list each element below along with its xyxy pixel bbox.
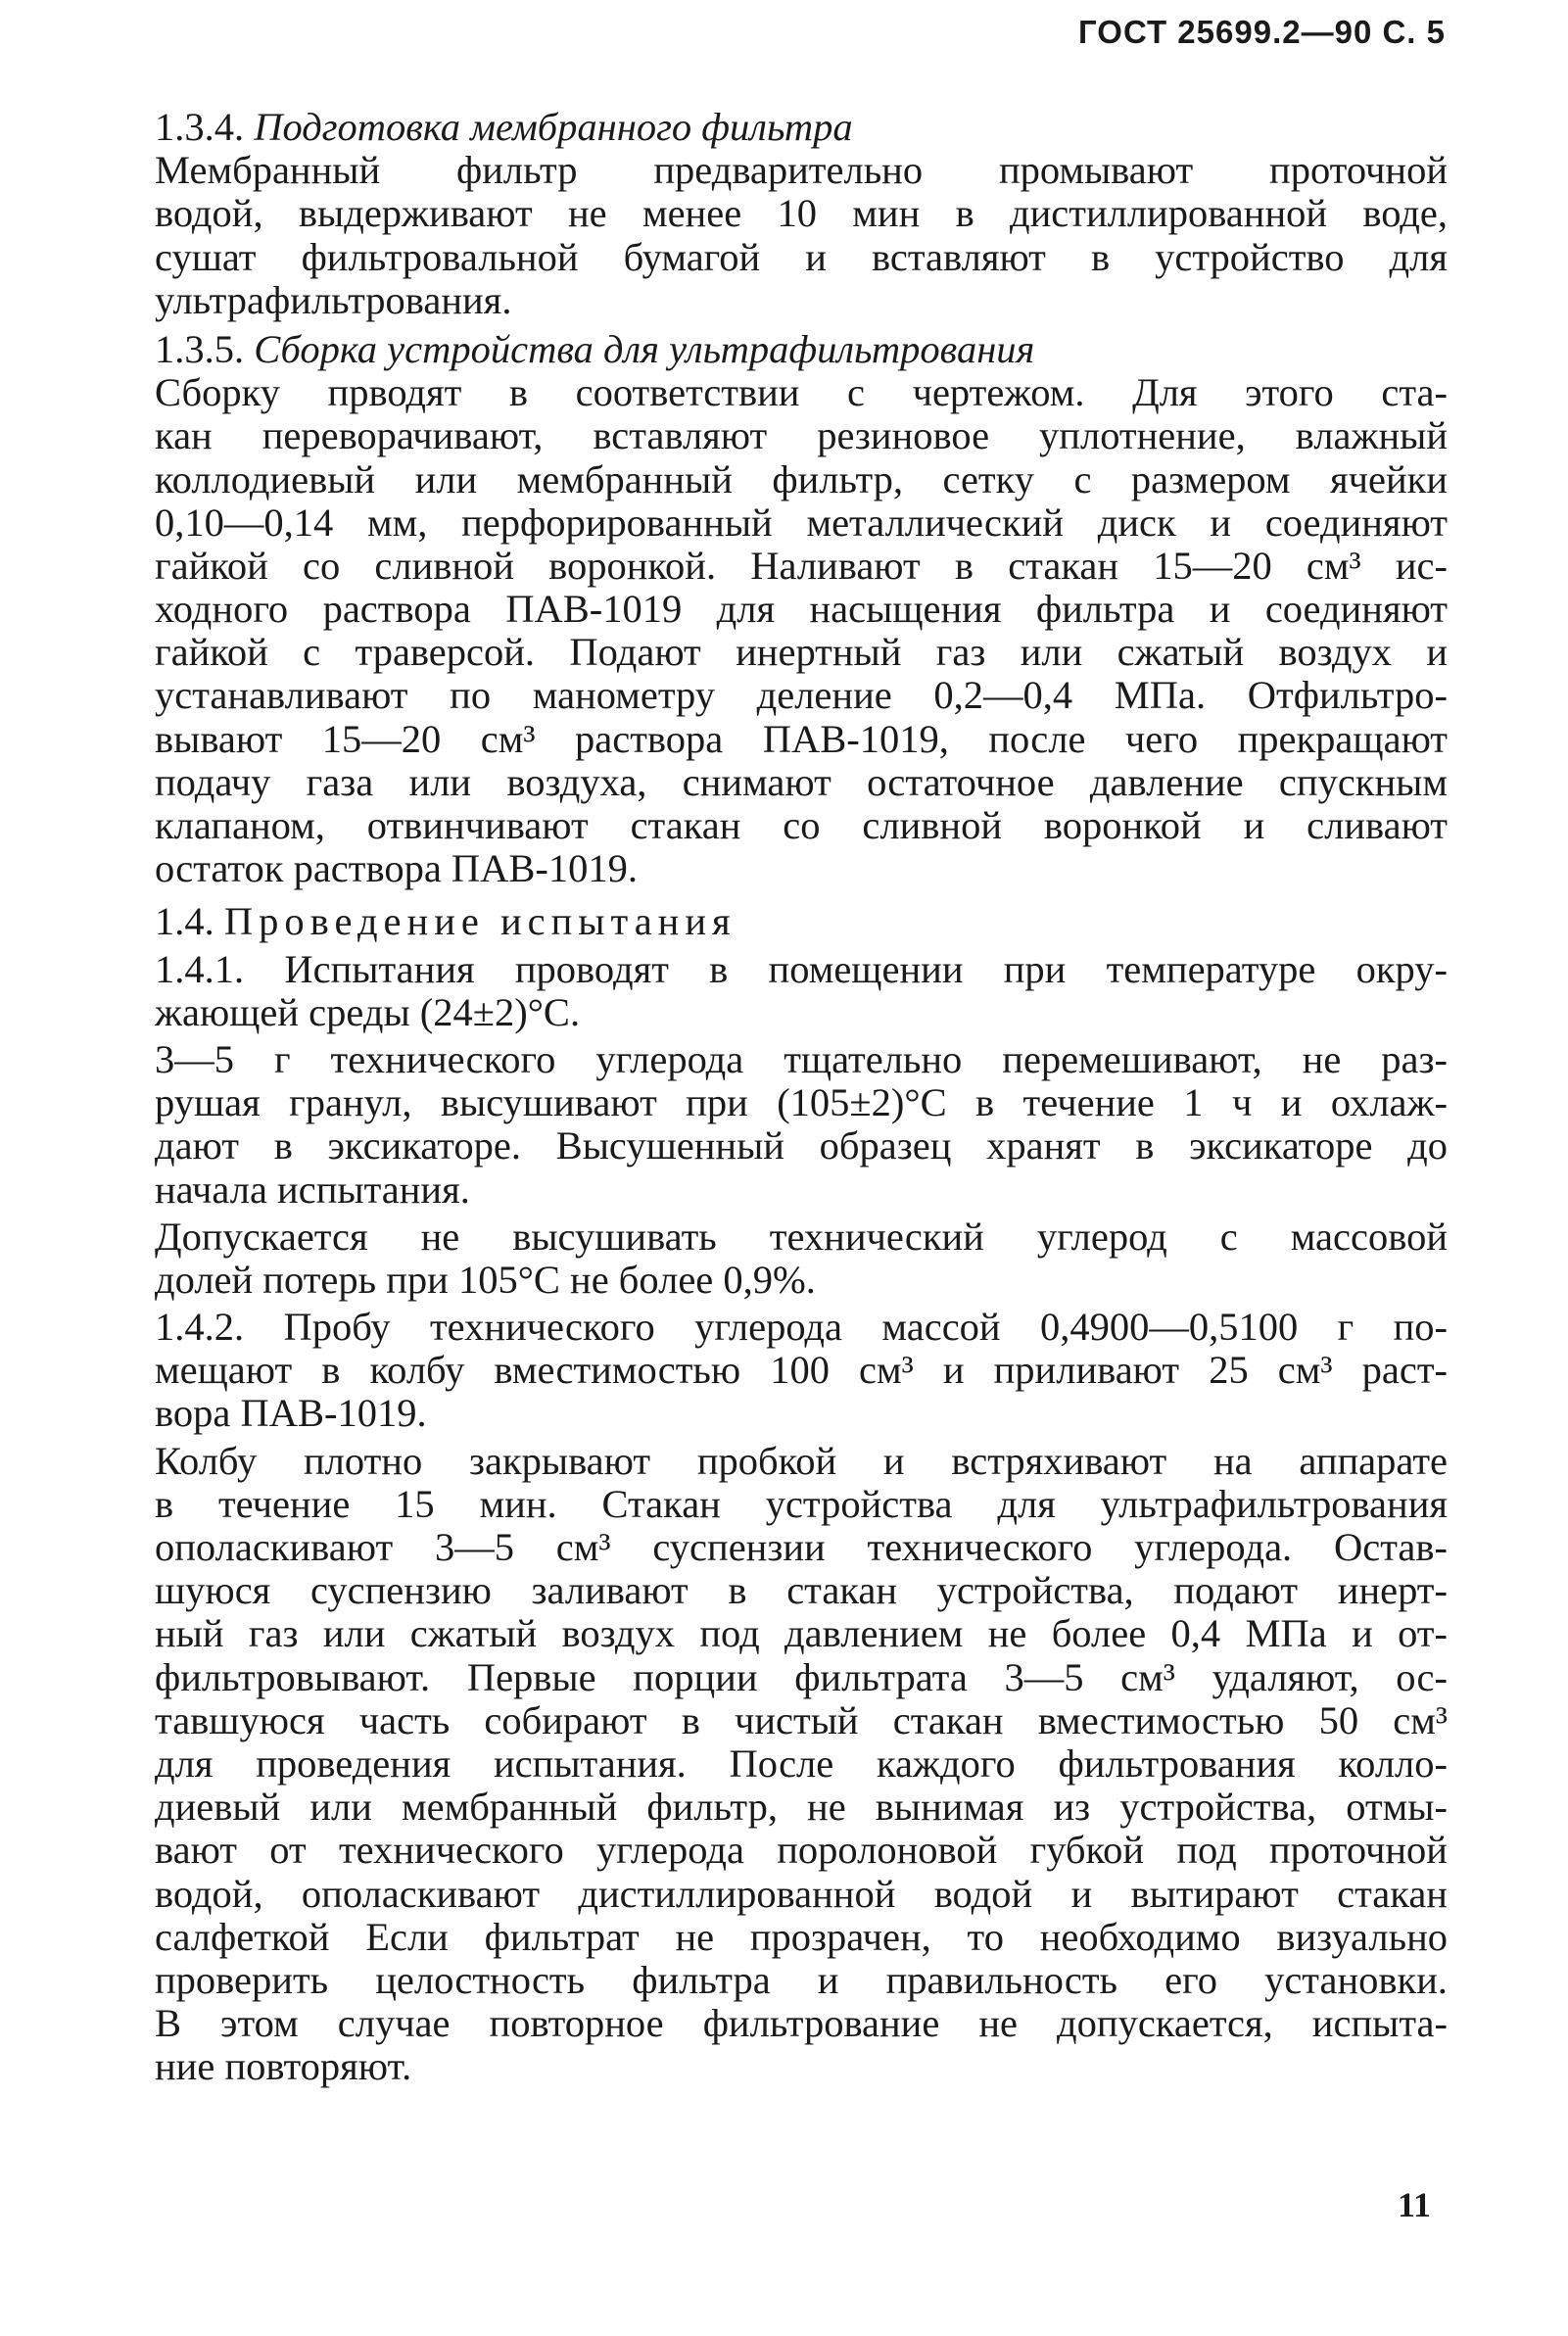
section-title: Сборка устройства для ультрафильтрования xyxy=(254,326,1035,371)
text-line: мещают в колбу вместимостью 100 см³ и приливают 25 см³ раст- xyxy=(155,1348,1448,1393)
section-heading-1-3-4 xyxy=(155,106,1448,149)
text-line: дают в эксикаторе. Высушенный образец хранят в эксикаторе до xyxy=(155,1123,1448,1168)
running-header: ГОСТ 25699.2—90 С. 5 xyxy=(1078,14,1446,50)
paragraph-carbon-drying xyxy=(155,1038,1448,1212)
text-line: ультрафильтрования. xyxy=(155,277,512,322)
text-line: рушая гранул, высушивают при (105±2)°С в течение 1 ч и охлаж- xyxy=(155,1080,1448,1125)
text-line: устанавливают по манометру деление 0,2—0,4 МПа. Отфильтро- xyxy=(155,673,1448,718)
text-line: В этом случае повторное фильтрование не допускается, испыта- xyxy=(155,2001,1448,2046)
paragraph-1-4-1 xyxy=(155,948,1448,1034)
document-body xyxy=(155,106,1448,2088)
text-line: фильтровывают. Первые порции фильтрата 3—5 см³ удаляют, ос- xyxy=(155,1654,1448,1699)
section-title: Проведение испытания xyxy=(223,899,736,944)
paragraph-drying-allowance xyxy=(155,1216,1448,1302)
text-line: долей потерь при 105°С не более 0,9%. xyxy=(155,1257,816,1302)
text-line: для проведения испытания. После каждого фильтрования колло- xyxy=(155,1740,1448,1786)
text-line: шуюся суспензию заливают в стакан устройства, подают инерт- xyxy=(155,1568,1448,1613)
section-number: 1.4. xyxy=(155,899,214,944)
text-line: ние повторяют. xyxy=(155,2044,412,2089)
text-line: салфеткой Если фильтрат не прозрачен, то необходимо визуально xyxy=(155,1914,1448,1959)
text-line: 1.4.1. Испытания проводят в помещении при температуре окру- xyxy=(155,946,1448,991)
text-line: водой, ополаскивают дистиллированной водой и вытирают стакан xyxy=(155,1871,1448,1916)
text-line: водой, выдерживают не менее 10 мин в дистиллированной воде, xyxy=(155,191,1448,236)
paragraph-1-4-2 xyxy=(155,1306,1448,1436)
text-line: 3—5 г технического углерода тщательно перемешивают, не раз- xyxy=(155,1036,1448,1081)
text-line: в течение 15 мин. Стакан устройства для ультрафильтрования xyxy=(155,1481,1448,1526)
text-line: 0,10—0,14 мм, перфорированный металлический диск и соединяют xyxy=(155,500,1448,545)
text-line: вора ПАВ-1019. xyxy=(155,1391,427,1436)
page-number: 11 xyxy=(1397,2185,1431,2224)
text-line: клапаном, отвинчивают стакан со сливной воронкой и сливают xyxy=(155,803,1448,847)
text-line: тавшуюся часть собирают в чистый стакан вместимостью 50 см³ xyxy=(155,1697,1448,1742)
text-line: вывают 15—20 см³ раствора ПАВ-1019, после чего прекращают xyxy=(155,716,1448,761)
section-heading-1-3-5 xyxy=(155,328,1448,371)
paragraph-flask-procedure xyxy=(155,1440,1448,2089)
text-line: проверить целостность фильтра и правильность его установки. xyxy=(155,1957,1448,2002)
text-line: ный газ или сжатый воздух под давлением не более 0,4 МПа и от- xyxy=(155,1611,1448,1656)
text-line: жающей среды (24±2)°С. xyxy=(155,989,581,1034)
text-line: ополаскивают 3—5 см³ суспензии технического углерода. Остав- xyxy=(155,1525,1448,1569)
text-line: Сборку прводят в соответствии с чертежом. Для этого ста- xyxy=(155,370,1448,415)
text-line: Допускается не высушивать технический углерод с массовой xyxy=(155,1214,1448,1259)
paragraph-1-3-4 xyxy=(155,149,1448,322)
text-line: сушат фильтровальной бумагой и вставляют в устройство для xyxy=(155,234,1448,279)
section-number: 1.3.4. xyxy=(155,105,245,149)
text-line: Мембранный фильтр предварительно промывают проточной xyxy=(155,148,1448,193)
text-line: гайкой со сливной воронкой. Наливают в стакан 15—20 см³ ис- xyxy=(155,543,1448,588)
paragraph-1-3-5 xyxy=(155,371,1448,890)
text-line: коллодиевый или мембранный фильтр, сетку с размером ячейки xyxy=(155,456,1448,501)
section-number: 1.3.5. xyxy=(155,326,245,371)
text-line: кан переворачивают, вставляют резиновое уплотнение, влажный xyxy=(155,413,1448,458)
text-line: подачу газа или воздуха, снимают остаточное давление спускным xyxy=(155,759,1448,804)
section-heading-1-4 xyxy=(155,900,1448,943)
text-line: Колбу плотно закрывают пробкой и встряхивают на аппарате xyxy=(155,1438,1448,1483)
text-line: 1.4.2. Пробу технического углерода массой 0,4900—0,5100 г по- xyxy=(155,1305,1448,1350)
text-line: гайкой с траверсой. Подают инертный газ или сжатый воздух и xyxy=(155,630,1448,675)
text-line: начала испытания. xyxy=(155,1167,470,1212)
section-title: Подготовка мембранного фильтра xyxy=(254,105,853,149)
text-line: ходного раствора ПАВ-1019 для насыщения фильтра и соединяют xyxy=(155,587,1448,632)
text-line: остаток раствора ПАВ-1019. xyxy=(155,846,639,891)
text-line: диевый или мембранный фильтр, не вынимая из устройства, отмы- xyxy=(155,1785,1448,1830)
text-line: вают от технического углерода поролоновой губкой под проточной xyxy=(155,1828,1448,1873)
